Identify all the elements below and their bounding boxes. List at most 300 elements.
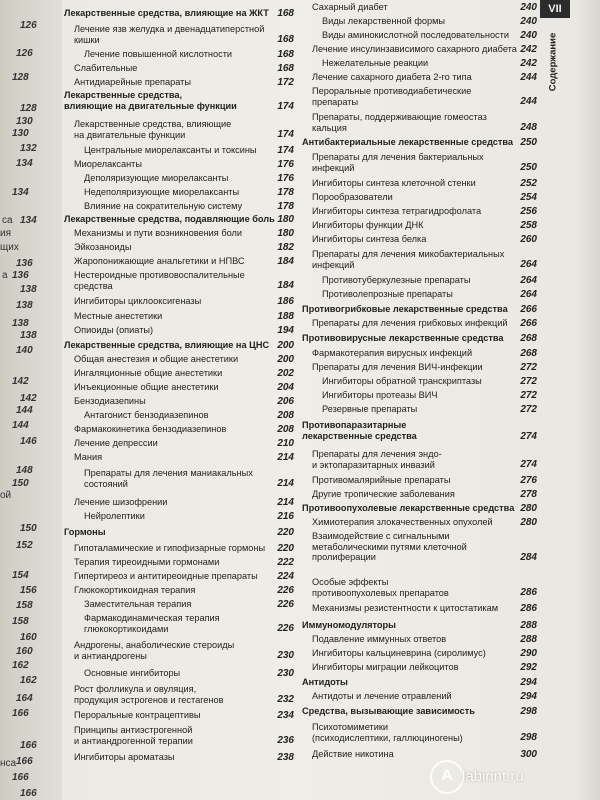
toc-entry [302, 348, 537, 360]
toc-chapter-entry [64, 527, 294, 539]
toc-entry [302, 376, 537, 388]
toc-entry [302, 275, 537, 287]
gutter-page-number: 128 [12, 72, 29, 83]
gutter-page-number: 132 [20, 143, 37, 154]
toc-entry-title: Противогрибковые лекарственные средства [302, 304, 508, 314]
gutter-page-number: 160 [16, 646, 33, 657]
toc-entry-title: Слабительные [74, 63, 138, 73]
toc-entry-title: Лечение сахарного диабета 2-го типа [312, 72, 472, 82]
toc-entry-page: 264 [520, 259, 537, 271]
toc-entry-title: Влияние на сократительную систему [84, 201, 243, 211]
toc-entry [64, 710, 294, 722]
toc-entry-title: Антидиарейные препараты [74, 77, 191, 87]
toc-entry-title: Противолепрозные препараты [322, 289, 453, 299]
toc-entry-page: 168 [277, 63, 294, 75]
toc-entry [64, 396, 294, 408]
toc-entry-title: Ингибиторы синтеза тетрагидрофолата [312, 206, 482, 216]
toc-entry [64, 228, 294, 240]
toc-entry-title: Эйкозаноиды [74, 242, 132, 252]
toc-entry-title: Антидоты и лечение отравлений [312, 691, 452, 701]
gutter-page-number: 136 [16, 258, 33, 269]
toc-entry-page: 172 [277, 77, 294, 89]
toc-entry [64, 497, 294, 509]
watermark-logo: А [430, 760, 464, 794]
toc-entry-page: 300 [520, 749, 537, 761]
gutter-text: щих [0, 242, 19, 253]
toc-entry-title: Противотуберкулезные препараты [322, 275, 471, 285]
toc-entry-title: Лекарственные средства, влияющие на ЦНС [64, 340, 270, 350]
toc-entry-title: Деполяризующие миорелаксанты [84, 173, 229, 183]
toc-entry-page: 252 [520, 178, 537, 190]
toc-entry [64, 63, 294, 75]
toc-entry-page: 216 [277, 511, 294, 523]
toc-entry-page: 276 [520, 475, 537, 487]
gutter-page-number: 166 [12, 708, 29, 719]
toc-entry-page: 226 [277, 585, 294, 597]
toc-entry-page: 264 [520, 275, 537, 287]
toc-entry-title: Ингибиторы синтеза клеточной стенки [312, 178, 476, 188]
toc-entry [302, 517, 537, 529]
toc-entry-page: 180 [277, 228, 294, 240]
toc-entry-title: Противомалярийные препараты [312, 475, 451, 485]
toc-entry [302, 72, 537, 84]
toc-chapter-entry [64, 90, 294, 113]
toc-entry-title: Препараты для лечения эндо- и эктопаразитарных инвазий [312, 449, 442, 470]
gutter-page-number: 162 [12, 660, 29, 671]
toc-entry [302, 206, 537, 218]
toc-chapter-entry [302, 304, 537, 316]
toc-entry-title: Заместительная терапия [84, 599, 192, 609]
toc-entry [64, 368, 294, 380]
gutter-page-number: 166 [12, 772, 29, 783]
toc-entry [64, 49, 294, 61]
toc-entry [302, 390, 537, 402]
toc-entry [64, 585, 294, 597]
toc-entry-page: 294 [520, 677, 537, 689]
toc-entry-title: Ингибиторы обратной транскриптазы [322, 376, 482, 386]
toc-entry-title: Пероральные контрацептивы [74, 710, 201, 720]
toc-entry [64, 543, 294, 555]
toc-entry-page: 194 [277, 325, 294, 337]
toc-entry-page: 168 [277, 49, 294, 61]
toc-entry-page: 182 [277, 242, 294, 254]
toc-entry-title: Сахарный диабет [312, 2, 388, 12]
toc-entry-page: 280 [520, 517, 537, 529]
toc-entry-title: Опиоиды (опиаты) [74, 325, 154, 335]
toc-entry-title: Основные ингибиторы [84, 668, 181, 678]
toc-entry [64, 325, 294, 337]
toc-entry-title: Лекарственные средства, влияющие на двигательные функции [74, 119, 232, 140]
toc-entry-title: Противовирусные лекарственные средства [302, 333, 504, 343]
gutter-text: ия [0, 228, 12, 239]
toc-entry-title: Препараты, поддерживающие гомеостаз кальция [312, 112, 487, 133]
toc-entry-page: 220 [277, 527, 294, 539]
toc-entry-title: Пероральные противодиабетические препараты [312, 86, 472, 107]
toc-entry-page: 184 [277, 256, 294, 268]
toc-entry-title: Ингаляционные общие анестетики [74, 368, 223, 378]
toc-entry-title: Лечение повышенной кислотности [84, 49, 233, 59]
toc-entry-title: Принципы антиэстрогенной и антиандрогенной терапии [74, 725, 193, 746]
toc-entry [302, 234, 537, 246]
toc-entry [64, 613, 294, 635]
toc-entry-page: 176 [277, 173, 294, 185]
toc-entry-title: Гипоталамические и гипофизарные гормоны [74, 543, 266, 553]
toc-entry-title: Нейролептики [84, 511, 145, 521]
toc-entry-title: Миорелаксанты [74, 159, 142, 169]
toc-entry [64, 24, 294, 46]
toc-entry [302, 318, 537, 330]
toc-entry-title: Резервные препараты [322, 404, 418, 414]
toc-entry-title: Нестероидные противовоспалительные средства [74, 270, 245, 291]
toc-entry [64, 256, 294, 268]
toc-entry-page: 272 [520, 362, 537, 374]
toc-entry-title: Противопаразитарные лекарственные средства [302, 420, 417, 441]
toc-entry [64, 187, 294, 199]
toc-chapter-entry [64, 340, 294, 352]
toc-entry [64, 145, 294, 157]
gutter-page-number: 148 [16, 465, 33, 476]
toc-entry-title: Центральные миорелаксанты и токсины [84, 145, 257, 155]
toc-entry-page: 256 [520, 206, 537, 218]
gutter-page-number: 142 [12, 376, 29, 387]
toc-entry-title: Механизмы резистентности к цитостатикам [312, 603, 499, 613]
toc-entry-title: Фармакокинетика бензодиазепинов [74, 424, 227, 434]
gutter-page-number: 150 [12, 478, 29, 489]
section-tab [543, 22, 563, 102]
toc-chapter-entry [302, 137, 537, 149]
toc-chapter-entry [302, 420, 537, 443]
gutter-page-number: 134 [20, 215, 37, 226]
gutter-page-number: 140 [16, 345, 33, 356]
toc-entry-title: Подавление иммунных ответов [312, 634, 447, 644]
toc-entry-page: 286 [520, 603, 537, 615]
toc-entry [64, 354, 294, 366]
toc-entry [302, 44, 537, 56]
toc-entry-page: 272 [520, 390, 537, 402]
toc-entry-page: 174 [277, 145, 294, 157]
toc-entry [302, 192, 537, 204]
gutter-page-number: 136 [12, 270, 29, 281]
gutter-page-number: 126 [20, 20, 37, 31]
toc-entry [302, 475, 537, 487]
toc-entry-title: Взаимодействие с сигнальными метаболическими путями клеточной пролиферации [312, 531, 467, 563]
toc-entry-page: 268 [520, 333, 537, 345]
gutter-text: а [2, 270, 8, 281]
toc-entry-page: 234 [277, 710, 294, 722]
gutter-page-number: 146 [20, 436, 37, 447]
gutter-page-number: 160 [20, 632, 37, 643]
toc-entry-page: 222 [277, 557, 294, 569]
toc-chapter-entry [302, 706, 537, 718]
toc-entry-page: 272 [520, 376, 537, 388]
toc-entry-title: Лекарственные средства, подавляющие боль [64, 214, 275, 224]
toc-entry-page: 168 [277, 34, 294, 46]
toc-entry-title: Антагонист бензодиазепинов [84, 410, 209, 420]
toc-entry-title: Ингибиторы кальциневрина (сиролимус) [312, 648, 486, 658]
toc-entry-title: Ингибиторы синтеза белка [312, 234, 427, 244]
toc-entry-page: 238 [277, 752, 294, 764]
toc-entry-page: 272 [520, 404, 537, 416]
toc-entry [302, 749, 537, 761]
toc-entry [302, 16, 537, 28]
toc-entry-title: Бензодиазепины [74, 396, 146, 406]
toc-entry [64, 311, 294, 323]
toc-entry [64, 452, 294, 464]
gutter-page-number: 162 [20, 675, 37, 686]
toc-entry-page: 288 [520, 634, 537, 646]
toc-entry [64, 424, 294, 436]
toc-entry-page: 178 [277, 187, 294, 199]
toc-entry-page: 298 [520, 732, 537, 744]
toc-entry-title: Фармакодинамическая терапия глюкокортикоидами [84, 613, 220, 634]
toc-entry-title: Особые эффекты противоопухолевых препаратов [312, 577, 449, 598]
gutter-page-number: 158 [12, 616, 29, 627]
toc-entry-page: 202 [277, 368, 294, 380]
toc-entry-title: Препараты для лечения маниакальных состояний [84, 468, 253, 489]
toc-entry [302, 86, 537, 108]
toc-entry-page: 268 [520, 348, 537, 360]
toc-entry [64, 270, 294, 292]
toc-entry-title: Андрогены, анаболические стероиды и антиандрогены [74, 640, 235, 661]
toc-chapter-entry [302, 333, 537, 345]
toc-entry [64, 599, 294, 611]
toc-entry-title: Фармакотерапия вирусных инфекций [312, 348, 473, 358]
toc-entry [302, 691, 537, 703]
toc-entry-page: 248 [520, 122, 537, 134]
toc-entry-page: 178 [277, 201, 294, 213]
gutter-page-number: 130 [16, 116, 33, 127]
toc-entry-title: Порообразователи [312, 192, 393, 202]
toc-entry [64, 725, 294, 747]
gutter-page-number: 138 [12, 318, 29, 329]
toc-entry-page: 242 [520, 44, 537, 56]
gutter-page-number: 166 [20, 740, 37, 751]
toc-entry-title: Терапия тиреоидными гормонами [74, 557, 220, 567]
toc-entry-page: 290 [520, 648, 537, 660]
toc-entry-page: 188 [277, 311, 294, 323]
toc-entry-title: Глюкокортикоидная терапия [74, 585, 196, 595]
toc-entry [302, 648, 537, 660]
toc-chapter-entry [302, 503, 537, 515]
toc-entry-page: 240 [520, 2, 537, 14]
toc-entry [64, 684, 294, 706]
gutter-page-number: 142 [20, 393, 37, 404]
toc-entry-page: 274 [520, 459, 537, 471]
toc-entry-title: Препараты для лечения грибковых инфекций [312, 318, 508, 328]
toc-entry-title: Средства, вызывающие зависимость [302, 706, 475, 716]
toc-entry [302, 531, 537, 564]
toc-entry-title: Механизмы и пути возникновения боли [74, 228, 242, 238]
gutter-page-number: 130 [12, 128, 29, 139]
gutter-page-number: 134 [16, 158, 33, 169]
toc-entry-title: Лечение депрессии [74, 438, 158, 448]
toc-entry-title: Препараты для лечения ВИЧ-инфекции [312, 362, 483, 372]
toc-entry-page: 214 [277, 452, 294, 464]
toc-entry-page: 180 [277, 214, 294, 226]
toc-entry [64, 752, 294, 764]
toc-entry-title: Виды лекарственной формы [322, 16, 446, 26]
toc-entry-page: 230 [277, 668, 294, 680]
page-edge-shadow [576, 0, 600, 800]
gutter-page-number: 134 [12, 187, 29, 198]
toc-entry-title: Нежелательные реакции [322, 58, 429, 68]
toc-entry-page: 230 [277, 650, 294, 662]
toc-entry [302, 58, 537, 70]
page-number: VII [540, 0, 570, 18]
toc-entry [302, 662, 537, 674]
toc-entry [302, 30, 537, 42]
toc-entry [302, 362, 537, 374]
toc-entry-title: Гормоны [64, 527, 106, 537]
toc-entry-page: 232 [277, 694, 294, 706]
toc-entry-title: Рост фолликула и овуляция, продукция эстрогенов и гестагенов [74, 684, 224, 705]
toc-entry-title: Ингибиторы циклооксигеназы [74, 296, 202, 306]
toc-entry-page: 288 [520, 620, 537, 632]
toc-entry [302, 249, 537, 271]
toc-entry-title: Лечение шизофрении [74, 497, 168, 507]
toc-entry-page: 260 [520, 234, 537, 246]
toc-entry [64, 410, 294, 422]
gutter-page-number: 166 [16, 756, 33, 767]
watermark-text: labirint.ru [462, 768, 524, 785]
toc-entry-page: 278 [520, 489, 537, 501]
toc-entry-page: 292 [520, 662, 537, 674]
toc-left-column [64, 0, 294, 800]
toc-entry-page: 280 [520, 503, 537, 515]
gutter-page-number: 166 [20, 788, 37, 799]
toc-entry-title: Недеполяризующие миорелаксанты [84, 187, 240, 197]
toc-entry [302, 220, 537, 232]
toc-entry-page: 254 [520, 192, 537, 204]
toc-entry-page: 214 [277, 497, 294, 509]
gutter-page-number: 138 [16, 300, 33, 311]
gutter-page-number: 154 [12, 570, 29, 581]
toc-entry-page: 208 [277, 424, 294, 436]
toc-chapter-entry [302, 620, 537, 632]
gutter-page-number: 128 [20, 103, 37, 114]
toc-chapter-entry [64, 214, 294, 226]
toc-entry [302, 722, 537, 744]
toc-entry-page: 240 [520, 16, 537, 28]
section-label: Содержание [547, 32, 559, 92]
gutter-text: нса [0, 758, 17, 769]
toc-entry-title: Виды аминокислотной последовательности [322, 30, 509, 40]
toc-entry-page: 244 [520, 96, 537, 108]
toc-entry [64, 119, 294, 141]
toc-entry-title: Ингибиторы протеазы ВИЧ [322, 390, 438, 400]
toc-entry-page: 226 [277, 623, 294, 635]
toc-entry-title: Лечение язв желудка и двенадцатиперстной кишки [74, 24, 265, 45]
toc-entry-page: 286 [520, 587, 537, 599]
gutter-page-number: 156 [20, 585, 37, 596]
gutter-text: са [2, 215, 13, 226]
toc-entry [64, 201, 294, 213]
toc-entry-page: 244 [520, 72, 537, 84]
toc-entry-title: Антидоты [302, 677, 348, 687]
toc-entry-page: 214 [277, 478, 294, 490]
toc-entry [64, 468, 294, 490]
toc-entry-title: Психотомиметики (психодислептики, галлюциногены) [312, 722, 463, 743]
toc-entry [64, 173, 294, 185]
gutter-page-number: 164 [16, 693, 33, 704]
toc-entry-title: Мания [74, 452, 103, 462]
toc-entry [302, 178, 537, 190]
previous-page-edge [0, 0, 62, 800]
gutter-page-number: 150 [20, 523, 37, 534]
toc-entry [64, 296, 294, 308]
gutter-page-number: 138 [20, 330, 37, 341]
toc-entry [302, 152, 537, 174]
toc-entry-page: 226 [277, 599, 294, 611]
toc-entry-page: 266 [520, 304, 537, 316]
toc-entry-page: 208 [277, 410, 294, 422]
toc-entry-page: 274 [520, 431, 537, 443]
toc-entry [64, 571, 294, 583]
toc-entry [302, 289, 537, 301]
toc-entry-page: 264 [520, 289, 537, 301]
toc-entry-title: Лекарственные средства, влияющие на ЖКТ [64, 8, 269, 18]
gutter-text: ой [0, 490, 12, 501]
toc-entry-page: 236 [277, 735, 294, 747]
toc-entry-title: Химиотерапия злокачественных опухолей [312, 517, 493, 527]
toc-entry-page: 224 [277, 571, 294, 583]
gutter-page-number: 138 [20, 284, 37, 295]
toc-entry-page: 220 [277, 543, 294, 555]
gutter-page-number: 152 [16, 540, 33, 551]
toc-entry [64, 668, 294, 680]
toc-entry-page: 176 [277, 159, 294, 171]
toc-entry [302, 449, 537, 471]
toc-entry-page: 186 [277, 296, 294, 308]
toc-entry-title: Иммуномодуляторы [302, 620, 396, 630]
gutter-page-number: 126 [16, 48, 33, 59]
toc-entry-title: Противоопухолевые лекарственные средства [302, 503, 515, 513]
toc-entry [302, 489, 537, 501]
gutter-page-number: 144 [12, 420, 29, 431]
toc-entry-title: Препараты для лечения бактериальных инфекций [312, 152, 484, 173]
toc-entry-title: Жаропонижающие анальгетики и НПВС [74, 256, 245, 266]
toc-entry-page: 210 [277, 438, 294, 450]
toc-entry-page: 298 [520, 706, 537, 718]
toc-entry-page: 266 [520, 318, 537, 330]
toc-entry-title: Лечение инсулинзависимого сахарного диабета [312, 44, 517, 54]
toc-entry [64, 77, 294, 89]
toc-entry-title: Ингибиторы функции ДНК [312, 220, 424, 230]
toc-right-column [302, 0, 537, 800]
toc-entry [64, 159, 294, 171]
toc-entry-page: 206 [277, 396, 294, 408]
toc-entry-title: Гипертиреоз и антитиреоидные препараты [74, 571, 258, 581]
toc-entry [64, 557, 294, 569]
toc-entry-title: Препараты для лечения микобактериальных инфекций [312, 249, 505, 270]
toc-entry-page: 258 [520, 220, 537, 232]
toc-entry-title: Инъекционные общие анестетики [74, 382, 219, 392]
toc-entry-page: 168 [277, 8, 294, 20]
toc-entry [302, 634, 537, 646]
toc-chapter-entry [64, 8, 294, 20]
toc-entry-page: 174 [277, 101, 294, 113]
toc-entry [302, 603, 537, 615]
toc-entry [302, 2, 537, 14]
toc-entry [64, 382, 294, 394]
toc-entry-page: 184 [277, 280, 294, 292]
toc-entry [302, 112, 537, 134]
toc-entry-title: Местные анестетики [74, 311, 163, 321]
toc-entry-title: Общая анестезия и общие анестетики [74, 354, 239, 364]
toc-entry-page: 174 [277, 129, 294, 141]
toc-entry-title: Ингибиторы ароматазы [74, 752, 175, 762]
toc-entry [302, 404, 537, 416]
